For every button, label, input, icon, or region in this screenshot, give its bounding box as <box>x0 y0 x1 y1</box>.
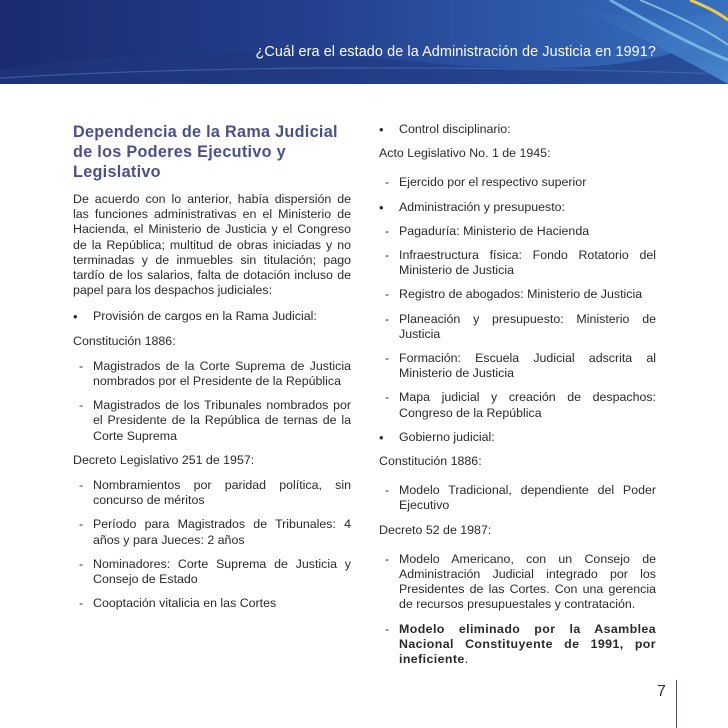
label-acto-1945: Acto Legislativo No. 1 de 1945: <box>379 146 551 161</box>
bullet-gobierno-judicial: • Gobierno judicial: <box>379 430 656 445</box>
list-item: - Infraestructura física: Fondo Rotatorio del Ministerio de Justicia <box>379 248 656 278</box>
list-item: - Planeación y presupuesto: Ministerio de Justicia <box>379 312 656 342</box>
list-item: - Mapa judicial y creación de despachos: Congreso de la República <box>379 390 656 420</box>
label-constitucion-1886: Constitución 1886: <box>379 454 482 469</box>
label-decreto-1957: Decreto Legislativo 251 de 1957: <box>73 452 255 467</box>
list-item: - Formación: Escuela Judicial adscrita al Ministerio de Justicia <box>379 351 656 381</box>
section-heading: Dependencia de la Rama Judicial de los Poderes Ejecutivo y Legislativo <box>73 123 338 181</box>
list-item: - Modelo Americano, con un Consejo de Administración Judicial integrado por los Presidentes de las Cortes. Con una gerencia de recursos presupuestales y contratación. <box>379 552 656 613</box>
right-column <box>379 122 656 676</box>
list-item: - Modelo Tradicional, dependiente del Poder Ejecutivo <box>379 483 656 513</box>
bullet-control-disciplinario: • Control disciplinario: <box>379 122 656 137</box>
header-background <box>0 0 728 84</box>
page-number: 7 <box>657 683 666 700</box>
list-item: - Cooptación vitalicia en las Cortes <box>73 596 351 611</box>
bold-statement: Modelo eliminado por la Asamblea Nacional Constituyente de 1991, por ineficiente <box>399 621 656 667</box>
list-item: - Nombramientos por paridad política, sin concurso de méritos <box>73 478 351 508</box>
list-item: - Magistrados de los Tribunales nombrados por el Presidente de la República de ternas de la Corte Suprema <box>73 398 351 444</box>
bullet-administracion: • Administración y presupuesto: <box>379 200 656 215</box>
list-item: - Registro de abogados: Ministerio de Justicia <box>379 287 656 302</box>
list-item: - Ejercido por el respectivo superior <box>379 175 656 190</box>
label-decreto-1987: Decreto 52 de 1987: <box>379 522 492 537</box>
intro-paragraph: De acuerdo con lo anterior, había dispersión de las funciones administrativas en el Ministerio de Hacienda, el Ministerio de Justicia y el Congreso de la República; multitud de obras iniciadas y no terminadas y de inmuebles sin titulación; pago tardío de los salarios, falta de dotación incluso de papel para los despachos judiciales: <box>73 192 351 298</box>
bullet-provision-cargos: • Provisión de cargos en la Rama Judicial: <box>73 309 351 324</box>
header-band <box>0 0 728 84</box>
left-column <box>73 122 351 620</box>
label-constitucion-1886: Constitución 1886: <box>73 333 176 348</box>
list-item-eliminado <box>379 622 656 668</box>
running-header-title: ¿Cuál era el estado de la Administración de Justicia en 1991? <box>255 44 656 60</box>
list-item: - Nominadores: Corte Suprema de Justicia y Consejo de Estado <box>73 557 351 587</box>
page-number-rule <box>676 680 677 728</box>
list-item: - Magistrados de la Corte Suprema de Justicia nombrados por el Presidente de la República <box>73 359 351 389</box>
list-item: - Período para Magistrados de Tribunales: 4 años y para Jueces: 2 años <box>73 517 351 547</box>
list-item: - Pagaduría: Ministerio de Hacienda <box>379 224 656 239</box>
period: . <box>464 652 469 667</box>
